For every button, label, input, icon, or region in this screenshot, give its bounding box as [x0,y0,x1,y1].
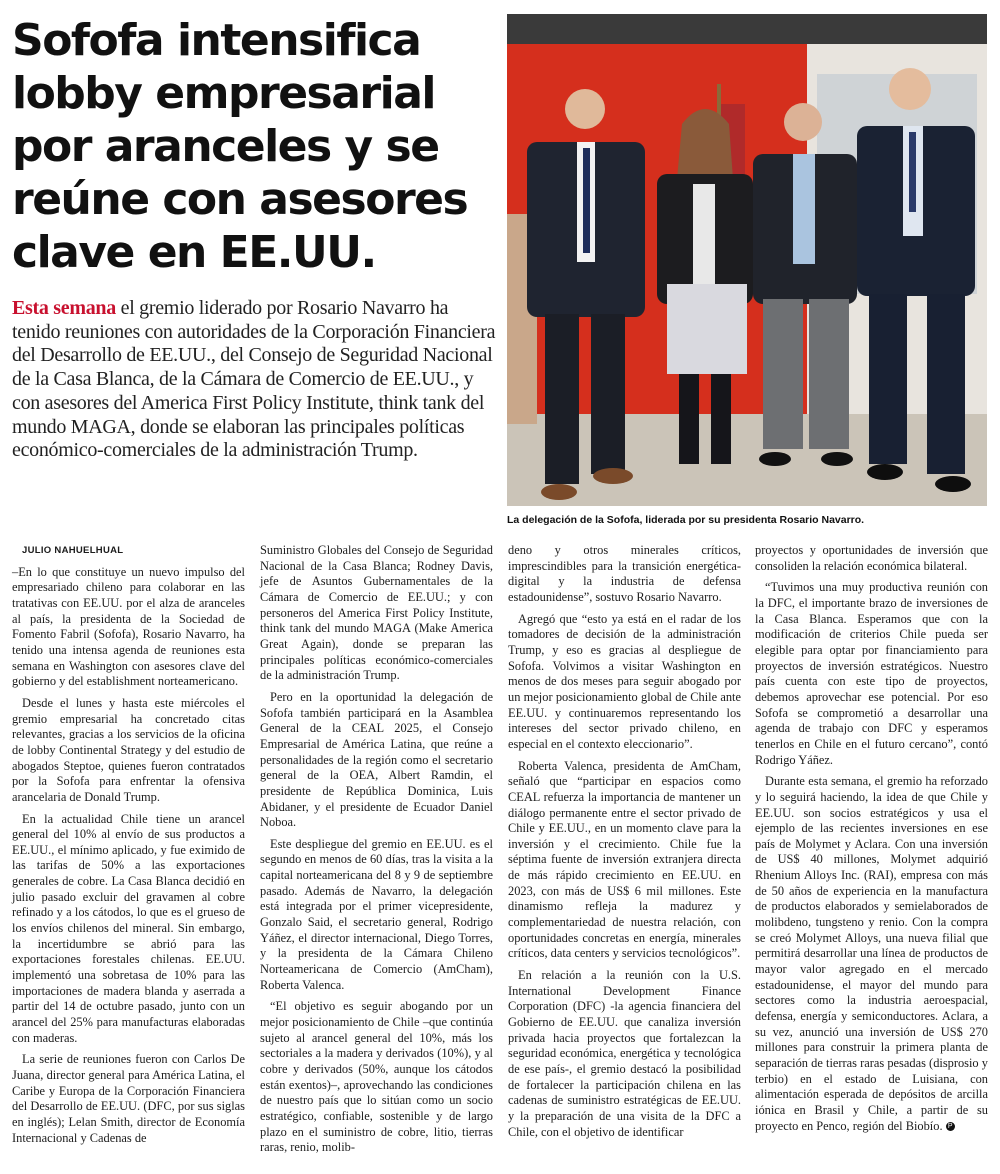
article-paragraph: En relación a la reunión con la U.S. International Development Finance Corporation (DFC) -la agencia financiera del Gobierno de EE.UU. que canaliza inversión privada hacia proyectos que fortalezcan la seguridad económica, energética y tecnológica de ese país-, el gremio destacó la posibilidad de fortalecer la participación chilena en las cadenas de suministro estratégicas de EE.UU. y la preparación de una visita de la DFC a Chile, con el objetivo de identificar [508,968,741,1139]
article-paragraph: Suministro Globales del Consejo de Seguridad Nacional de la Casa Blanca; Rodney Davis, jefe de Asuntos Gubernamentales de la Cámara de Comercio de EE.UU.; y con personeros del America First Policy Institute, think tank del mundo MAGA (Make America Great Again), donde se preparan las principales políticas económico-comerciales de la administración Trump. [260,543,493,683]
article-column-4 [755,543,988,1140]
article-paragraph: deno y otros minerales críticos, imprescindibles para la transición energética-digital y la industria de defensa estadounidense”, sostuvo Rosario Navarro. [508,543,741,604]
headline: Sofofa intensifica lobby empresarial por aranceles y se reúne con asesores clave en EE.UU. [12,15,468,278]
article-column-2 [260,543,493,1162]
article-paragraph: Desde el lunes y hasta este miércoles el gremio empresarial ha concretado citas relevantes, gracias a los servicios de la oficina de lobby Continental Strategy y del estudio de abogados Steptoe, quienes fueron contratados por la Sofofa para enfrentar la ofensiva arancelaria de Donald Trump. [12,695,245,804]
article-paragraph: Pero en la oportunidad la delegación de Sofofa también participará en la Asamblea General de la CEAL 2025, el Consejo Empresarial de América Latina, que reúne a personalidades de la región como el secretario general de la OEA, Albert Ramdin, el presidente de República Dominica, Luis Abidaner, y el presidente de Ecuador Daniel Noboa. [260,689,493,830]
lead-kicker: Esta semana [12,297,116,319]
article-paragraph: Este despliegue del gremio en EE.UU. es el segundo en menos de 60 días, tras la visita a la capital norteamericana del 8 y 9 de septiembre pasado. Además de Navarro, la delegación está integrada por el primer vicepresidente, Gonzalo Said, el secretario general, Rodrigo Yáñez, el director internacional, Diego Torres, y la presidenta de la Cámara Chileno Norteamericana de Comercio (AmCham), Roberta Valenca. [260,836,493,992]
article-paragraph: Agregó que “esto ya está en el radar de los tomadores de decisión de la administración Trump, y eso es gracias al despliegue de Sofofa. Volvimos a visitar Washington en menos de dos meses para seguir abogado por un mejor posicionamiento global de Chile ante EE.UU. y continuaremos representando los intereses del sector privado chileno, en especial en el contexto eleccionario”. [508,611,741,751]
end-of-article-icon: P [946,1122,955,1131]
article-paragraph: La serie de reuniones fueron con Carlos De Juana, director general para América Latina, el Caribe y Europa de la Corporación Financiera del Desarrollo de EE.UU. (DFC, por sus siglas en inglés); Lelan Smith, director de Economía Internacional y Cadenas de [12,1052,245,1145]
article-column-3 [508,543,741,1146]
lead-paragraph [12,297,497,463]
article-paragraph [755,774,988,1134]
delegation-photo [507,14,987,506]
article-paragraph: “El objetivo es seguir abogando por un mejor posicionamiento de Chile –que continúa sujeto al arancel general del 10%, más los sectoriales a la madera y derivados (10%), y al cobre y derivados (50%, aunque los cátodos están exentos)–, aprovechando las condiciones de nuestro país que lo sitúan como un socio estratégico, confiable, sostenible y de largo plazo en el suministro de cobre, litio, tierras raras, renio, molib- [260,999,493,1155]
article-paragraph: “Tuvimos una muy productiva reunión con la DFC, el importante brazo de inversiones de la Casa Blanca. Esperamos que con la modificación de criterios Chile pueda ser elegible para optar por financiamiento para proyectos de inversión estratégicos. Nuestro país cuenta con este tipo de proyectos, debemos aprovechar ese potencial. Por eso Sofofa se comprometió a desarrollar una agenda de trabajo con DFC y esperamos tenerlos en Chile en el futuro cercano”, contó Rodrigo Yáñez. [755,580,988,767]
delegation-photo-illustration [507,14,987,506]
final-paragraph-text: Durante esta semana, el gremio ha reforzado y lo seguirá haciendo, la idea de que Chile y EE.UU. son socios estratégicos y usa el ejemplo de las recientes inversiones en ese país de Molymet y Aclara. Con una inversión de US$ 40 millones, Molymet adquirió Rhenium Alloys Inc. (RAI), empresa con más de 50 años de experiencia en la manufactura de productos elaborados y semielaborados de molibdeno, tungsteno y renio. Con la compra se creó Molymet Alloys, una nueva filial que permitirá desarrollar una línea de productos de mayor valor agregado en el mercado estadounidense, el mayor del mundo para sectores como la industria aeroespacial, defensa, energía y semiconductores. Aclara, a su vez, anunció una inversión de US$ 270 millones para construir la primera planta de separación de tierras raras pesadas (disprosio y terbio) en el estado de Luisiana, con alimentación esperada de depósitos de arcilla iónica en Brasil y Chile, a partir de su proyecto en Penco, región del Biobío. [755,774,988,1133]
article-column-1 [12,543,245,1152]
article-paragraph: –En lo que constituye un nuevo impulso del empresariado chileno para colaborar en las tratativas con EE.UU. por el alza de aranceles al país, la presidenta de la Sociedad de Fomento Fabril (Sofofa), Rosario Navarro, ha tenido una intensa agenda de reuniones esta semana en Washington con asesores clave del gobierno y del establishment norteamericano. [12,564,245,689]
article-paragraph: En la actualidad Chile tiene un arancel general del 10% al envío de sus productos a EE.UU., el mínimo aplicado, y fue eximido de las tarifas de 50% a las exportaciones generales de cobre. La Casa Blanca decidió en julio pasado excluir del gravamen al cobre refinado y a los cátodos, lo que es el grueso de los envíos chilenos del mineral. Sin embargo, la incertidumbre se abrió para las exportaciones forestales chilenas. EE.UU. implementó una sobretasa de 10% para las importaciones de madera blanda y aserrada a partir del 14 de octubre pasado, junto con un arancel del 25% para manufacturas elaboradas con maderas. [12,811,245,1045]
byline: JULIO NAHUELHUAL [22,545,124,556]
photo-caption: La delegación de la Sofofa, liderada por su presidenta Rosario Navarro. [507,514,865,526]
article-paragraph: Roberta Valenca, presidenta de AmCham, señaló que “participar en espacios como CEAL refuerza la importancia de mantener un diálogo permanente entre el sector privado de Chile y EE.UU., en un momento clave para la inversión y el crecimiento. Chile fue la séptima fuente de inversión extranjera directa de más rápido crecimiento en EE.UU. en 2023, con más de US$ 6 mil millones. Este dinamismo refleja la madurez y complementariedad de nuestra relación, con oportunidades concretas en energía, minerales críticos, data centers y servicios tecnológicos”. [508,758,741,961]
article-paragraph: proyectos y oportunidades de inversión que consoliden la relación económica bilateral. [755,543,988,573]
lead-text: el gremio liderado por Rosario Navarro ha tenido reuniones con autoridades de la Corporación Financiera del Desarrollo de EE.UU., del Consejo de Seguridad Nacional de la Casa Blanca, de la Cámara de Comercio de EE.UU., y con asesores del America First Policy Institute, think tank del mundo MAGA, donde se elaboran las principales políticas económico-comerciales de la administración Trump. [12,297,496,462]
